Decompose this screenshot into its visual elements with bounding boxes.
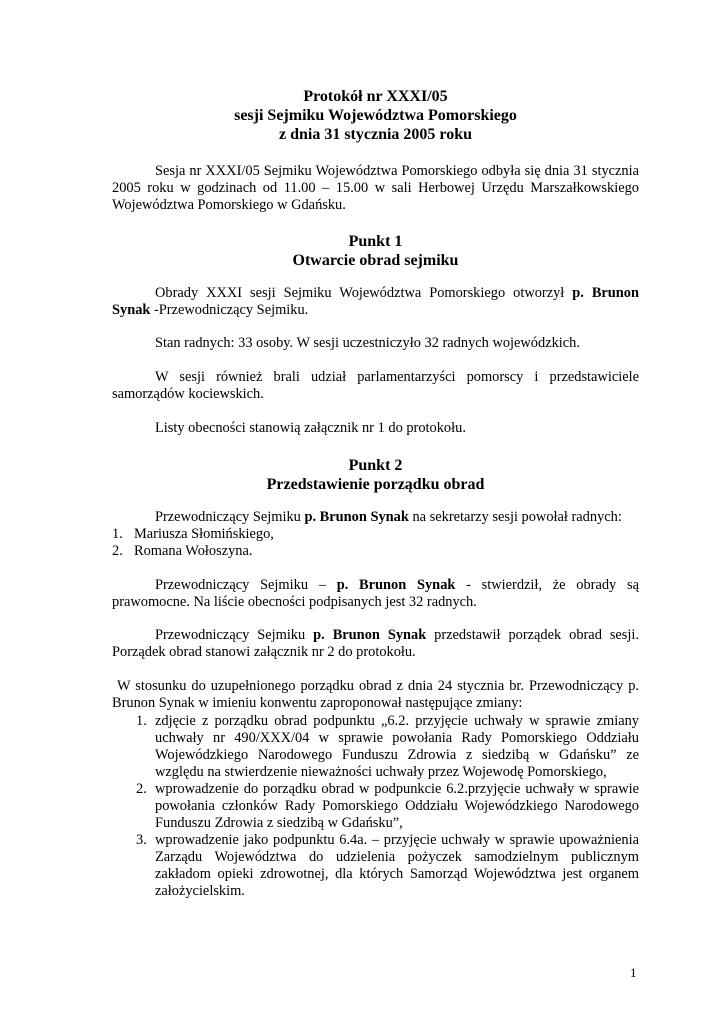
chairman-name: p. Brunon Synak xyxy=(336,577,456,593)
list-item: 3. wprowadzenie jako podpunktu 6.4a. – przyjęcie uchwały w sprawie upoważnienia Zarządu Województwa do udzielenia pożyczek samodzielnym publicznym zakładom opieki zdrowotnej, dla których Samorząd Województwa jest organem założycielskim. xyxy=(136,832,639,899)
title-line-2: sesji Sejmiku Województwa Pomorskiego xyxy=(234,107,517,124)
section-2-paragraph-3: Przewodniczący Sejmiku p. Brunon Synak przedstawił porządek obrad sesji. Porządek obrad stanowi załącznik nr 2 do protokołu. xyxy=(112,627,640,660)
section-2-paragraph-1: Przewodniczący Sejmiku p. Brunon Synak na sekretarzy sesji powołał radnych: xyxy=(155,509,622,525)
section-1-paragraph-1: Obrady XXXI sesji Sejmiku Województwa Pomorskiego otworzył p. Brunon Synak -Przewodniczący Sejmiku. xyxy=(112,285,640,318)
list-item: 2. wprowadzenie do porządku obrad w podpunkcie 6.2.przyjęcie uchwały w sprawie powołania członków Rady Pomorskiego Oddziału Wojewódzkiego Narodowego Funduszu Zdrowia z siedzibą w Gdańsku”, xyxy=(136,781,639,831)
title-line-1: Protokół nr XXXI/05 xyxy=(303,88,448,105)
secretaries-list xyxy=(112,526,639,560)
section-2-number: Punkt 2 xyxy=(348,457,403,474)
title-line-3: z dnia 31 stycznia 2005 roku xyxy=(278,126,473,143)
section-1-title: Otwarcie obrad sejmiku xyxy=(292,252,459,269)
list-item: 1. Mariusza Słomińskiego, xyxy=(112,526,274,542)
list-item: 1. zdjęcie z porządku obrad podpunktu „6.2. przyjęcie uchwały w sprawie zmiany uchwały nr 490/XXX/04 w sprawie powołania Rady Pomorskiego Oddziału Wojewódzkiego Narodowego Funduszu Zdrowia z siedzibą w Gdańsku” ze względu na stwierdzenie nieważności uchwały przez Wojewodę Pomorskiego, xyxy=(136,713,639,780)
section-1-paragraph-2: Stan radnych: 33 osoby. W sesji uczestniczyło 32 radnych wojewódzkich. xyxy=(155,335,580,351)
section-2-paragraph-4: W stosunku do uzupełnionego porządku obrad z dnia 24 stycznia br. Przewodniczący p. Brunon Synak w imieniu konwentu zaproponował następujące zmiany: xyxy=(112,678,639,711)
section-1-paragraph-3: W sesji również brali udział parlamentarzyści pomorscy i przedstawiciele samorządów kociewskich. xyxy=(112,369,639,402)
chairman-name: p. Brunon Synak xyxy=(313,627,427,643)
document-title xyxy=(112,87,639,144)
list-item: 2. Romana Wołoszyna. xyxy=(112,543,253,559)
chairman-name: p. Brunon Synak xyxy=(304,509,409,525)
section-2-paragraph-2: Przewodniczący Sejmiku – p. Brunon Synak - stwierdził, że obrady są prawomocne. Na liście obecności podpisanych jest 32 radnych. xyxy=(112,577,639,610)
chairman-name: p. Brunon Synak xyxy=(112,285,640,318)
intro-paragraph: Sesja nr XXXI/05 Sejmiku Województwa Pomorskiego odbyła się dnia 31 stycznia 2005 roku w godzinach od 11.00 – 15.00 w sali Herbowej Urzędu Marszałkowskiego Województwa Pomorskiego w Gdańsku. xyxy=(112,163,639,213)
section-1-number: Punkt 1 xyxy=(348,233,403,250)
section-1-paragraph-4: Listy obecności stanowią załącznik nr 1 do protokołu. xyxy=(155,420,466,436)
section-2-heading xyxy=(112,456,639,494)
section-2-title: Przedstawienie porządku obrad xyxy=(266,476,485,493)
page-number: 1 xyxy=(630,965,637,980)
section-1-heading xyxy=(112,232,639,270)
proposed-changes-list xyxy=(112,713,639,900)
